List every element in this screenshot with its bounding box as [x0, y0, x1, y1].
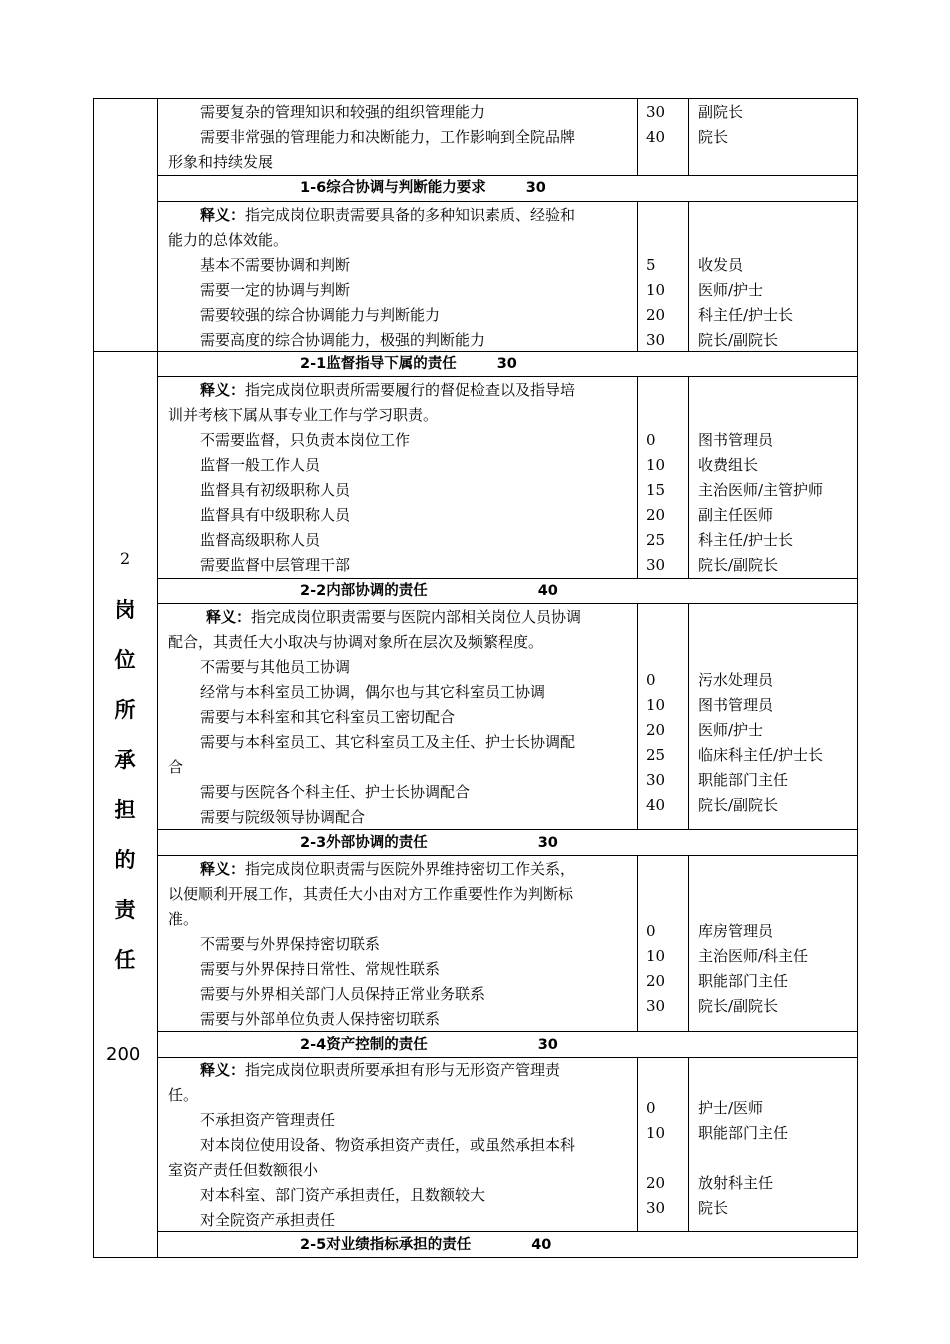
definition-line: 能力的总体效能。 [168, 231, 289, 249]
definition-line: 训并考核下属从事专业工作与学习职责。 [168, 406, 439, 424]
row-divider [157, 603, 858, 604]
score-value: 20 [646, 306, 666, 324]
role-example: 库房管理员 [698, 922, 774, 940]
category-char: 的 [114, 848, 136, 872]
criteria-line: 形象和持续发展 [168, 153, 274, 171]
definition-line [200, 203, 575, 228]
definition-label: 释义： [200, 206, 246, 224]
score-value: 0 [646, 922, 656, 940]
table-left-border [93, 98, 94, 1258]
criteria-line: 监督一般工作人员 [200, 456, 321, 474]
section-title-2-1 [300, 352, 517, 376]
role-example: 临床科主任/护士长 [698, 746, 824, 764]
score-value: 0 [646, 1099, 656, 1117]
role-col-divider [688, 376, 689, 578]
criteria-line: 合 [168, 758, 184, 776]
score-value: 30 [646, 556, 666, 574]
role-example: 图书管理员 [698, 696, 774, 714]
score-value: 30 [646, 331, 666, 349]
table-top-border [93, 98, 858, 99]
score-value: 15 [646, 481, 666, 499]
row-divider [157, 855, 858, 856]
score-value: 10 [646, 696, 666, 714]
definition-label: 释义： [200, 1061, 246, 1079]
score-value: 10 [646, 947, 666, 965]
role-col-divider [688, 603, 689, 829]
definition-line [200, 857, 575, 882]
score-value: 30 [646, 1199, 666, 1217]
section-points: 30 [496, 356, 517, 372]
criteria-line: 不需要与外界保持密切联系 [200, 935, 381, 953]
criteria-line: 需要与医院各个科主任、护士长协调配合 [200, 783, 471, 801]
section-points: 30 [537, 1037, 558, 1053]
role-example: 收费组长 [698, 456, 759, 474]
role-example: 院长/副院长 [698, 796, 779, 814]
score-value: 40 [646, 128, 666, 146]
table-bottom-border [93, 1257, 858, 1258]
section-points: 30 [525, 180, 546, 196]
role-example: 科主任/护士长 [698, 306, 794, 324]
row-divider [157, 376, 858, 377]
role-example: 放射科主任 [698, 1174, 774, 1192]
definition-text: 指完成岗位职责所需要履行的督促检查以及指导培 [245, 381, 576, 399]
definition-line [200, 1058, 560, 1083]
score-value: 20 [646, 1174, 666, 1192]
criteria-line: 需要复杂的管理知识和较强的组织管理能力 [200, 103, 486, 121]
section-title-text: 2-3外部协调的责任 [300, 835, 428, 851]
score-col-divider [637, 603, 638, 829]
role-example: 职能部门主任 [698, 1124, 789, 1142]
definition-line: 任。 [168, 1086, 199, 1104]
definition-label: 释义： [206, 608, 252, 626]
score-col-divider [637, 201, 638, 351]
score-col-divider [637, 1057, 638, 1231]
section-title-2-3 [300, 831, 558, 855]
score-value: 30 [646, 997, 666, 1015]
role-col-divider [688, 98, 689, 175]
score-value: 0 [646, 671, 656, 689]
definition-line: 以便顺利开展工作，其责任大小由对方工作重要性作为判断标 [168, 885, 574, 903]
section-title-2-2 [300, 579, 558, 603]
criteria-line: 需要高度的综合协调能力，极强的判断能力 [200, 331, 486, 349]
category-char: 岗 [114, 598, 136, 622]
criteria-line: 监督具有中级职称人员 [200, 506, 351, 524]
score-value: 10 [646, 1124, 666, 1142]
criteria-line: 基本不需要协调和判断 [200, 256, 351, 274]
definition-text: 指完成岗位职责需要与医院内部相关岗位人员协调 [251, 608, 582, 626]
role-example: 职能部门主任 [698, 972, 789, 990]
role-col-divider [688, 855, 689, 1031]
role-example: 院长/副院长 [698, 997, 779, 1015]
table-right-border [857, 98, 858, 1258]
score-col-divider [637, 855, 638, 1031]
category-number: 2 [120, 549, 131, 568]
criteria-line: 需要与外界保持日常性、常规性联系 [200, 960, 441, 978]
role-example: 收发员 [698, 256, 744, 274]
criteria-line: 监督具有初级职称人员 [200, 481, 351, 499]
section-title-text: 2-1监督指导下属的责任 [300, 356, 457, 372]
role-example: 院长 [698, 1199, 729, 1217]
score-value: 25 [646, 746, 666, 764]
criteria-line: 需要监督中层管理干部 [200, 556, 351, 574]
definition-line [206, 605, 581, 630]
role-example: 科主任/护士长 [698, 531, 794, 549]
criteria-line: 监督高级职称人员 [200, 531, 321, 549]
table-col-divider [157, 98, 158, 1258]
definition-text: 指完成岗位职责所要承担有形与无形资产管理责 [245, 1061, 561, 1079]
role-example: 职能部门主任 [698, 771, 789, 789]
role-example: 污水处理员 [698, 671, 774, 689]
definition-label: 释义： [200, 381, 246, 399]
score-value: 10 [646, 281, 666, 299]
score-value: 20 [646, 506, 666, 524]
role-col-divider [688, 201, 689, 351]
criteria-line: 对本科室、部门资产承担责任，且数额较大 [200, 1186, 486, 1204]
section-title-2-4 [300, 1033, 558, 1057]
criteria-line: 需要与外部单位负责人保持密切联系 [200, 1010, 441, 1028]
category-char: 位 [114, 648, 136, 672]
definition-text: 指完成岗位职责需与医院外界维持密切工作关系， [245, 860, 576, 878]
definition-line: 配合，其责任大小取决与协调对象所在层次及频繁程度。 [168, 633, 544, 651]
criteria-line: 室资产责任但数额很小 [168, 1161, 319, 1179]
definition-text: 指完成岗位职责需要具备的多种知识素质、经验和 [245, 206, 576, 224]
criteria-line: 对全院资产承担责任 [200, 1211, 336, 1229]
role-example: 护士/医师 [698, 1099, 764, 1117]
criteria-line: 需要一定的协调与判断 [200, 281, 351, 299]
category-char: 担 [114, 798, 136, 822]
category-char: 任 [114, 948, 136, 972]
criteria-line: 需要较强的综合协调能力与判断能力 [200, 306, 441, 324]
criteria-line: 不需要与其他员工协调 [200, 658, 351, 676]
role-example: 院长/副院长 [698, 556, 779, 574]
score-col-divider [637, 98, 638, 175]
row-divider [157, 201, 858, 202]
criteria-line: 经常与本科室员工协调，偶尔也与其它科室员工协调 [200, 683, 546, 701]
category-total: 200 [106, 1044, 141, 1065]
criteria-line: 不承担资产管理责任 [200, 1111, 336, 1129]
score-value: 25 [646, 531, 666, 549]
criteria-line: 需要与本科室员工、其它科室员工及主任、护士长协调配 [200, 733, 576, 751]
role-example: 医师/护士 [698, 281, 764, 299]
category-char: 承 [114, 748, 136, 772]
criteria-line: 对本岗位使用设备、物资承担资产责任，或虽然承担本科 [200, 1136, 576, 1154]
score-value: 30 [646, 103, 666, 121]
category-char: 责 [114, 898, 136, 922]
section-title-text: 2-5对业绩指标承担的责任 [300, 1237, 472, 1253]
score-col-divider [637, 376, 638, 578]
criteria-line: 需要与本科室和其它科室员工密切配合 [200, 708, 456, 726]
section-title-2-5 [300, 1233, 551, 1257]
score-value: 30 [646, 771, 666, 789]
role-example: 主治医师/科主任 [698, 947, 809, 965]
section-title-text: 2-2内部协调的责任 [300, 583, 428, 599]
role-example: 医师/护士 [698, 721, 764, 739]
section-title-text: 2-4资产控制的责任 [300, 1037, 428, 1053]
role-example: 院长/副院长 [698, 331, 779, 349]
role-col-divider [688, 1057, 689, 1231]
section-points: 40 [537, 583, 558, 599]
criteria-line: 需要与院级领导协调配合 [200, 808, 366, 826]
score-value: 40 [646, 796, 666, 814]
role-example: 院长 [698, 128, 729, 146]
score-value: 5 [646, 256, 656, 274]
role-example: 图书管理员 [698, 431, 774, 449]
definition-line [200, 378, 575, 403]
criteria-line: 需要与外界相关部门人员保持正常业务联系 [200, 985, 486, 1003]
role-example: 主治医师/主管护师 [698, 481, 824, 499]
role-example: 副院长 [698, 103, 744, 121]
section-points: 30 [537, 835, 558, 851]
score-value: 20 [646, 721, 666, 739]
section-points: 40 [531, 1237, 552, 1253]
criteria-line: 不需要监督，只负责本岗位工作 [200, 431, 411, 449]
section-title-1-6 [300, 176, 546, 200]
score-value: 20 [646, 972, 666, 990]
category-char: 所 [114, 698, 136, 722]
score-value: 0 [646, 431, 656, 449]
role-example: 副主任医师 [698, 506, 774, 524]
criteria-line: 需要非常强的管理能力和决断能力，工作影响到全院品牌 [200, 128, 576, 146]
definition-line: 准。 [168, 910, 199, 928]
score-value: 10 [646, 456, 666, 474]
section-title-text: 1-6综合协调与判断能力要求 [300, 180, 486, 196]
definition-label: 释义： [200, 860, 246, 878]
